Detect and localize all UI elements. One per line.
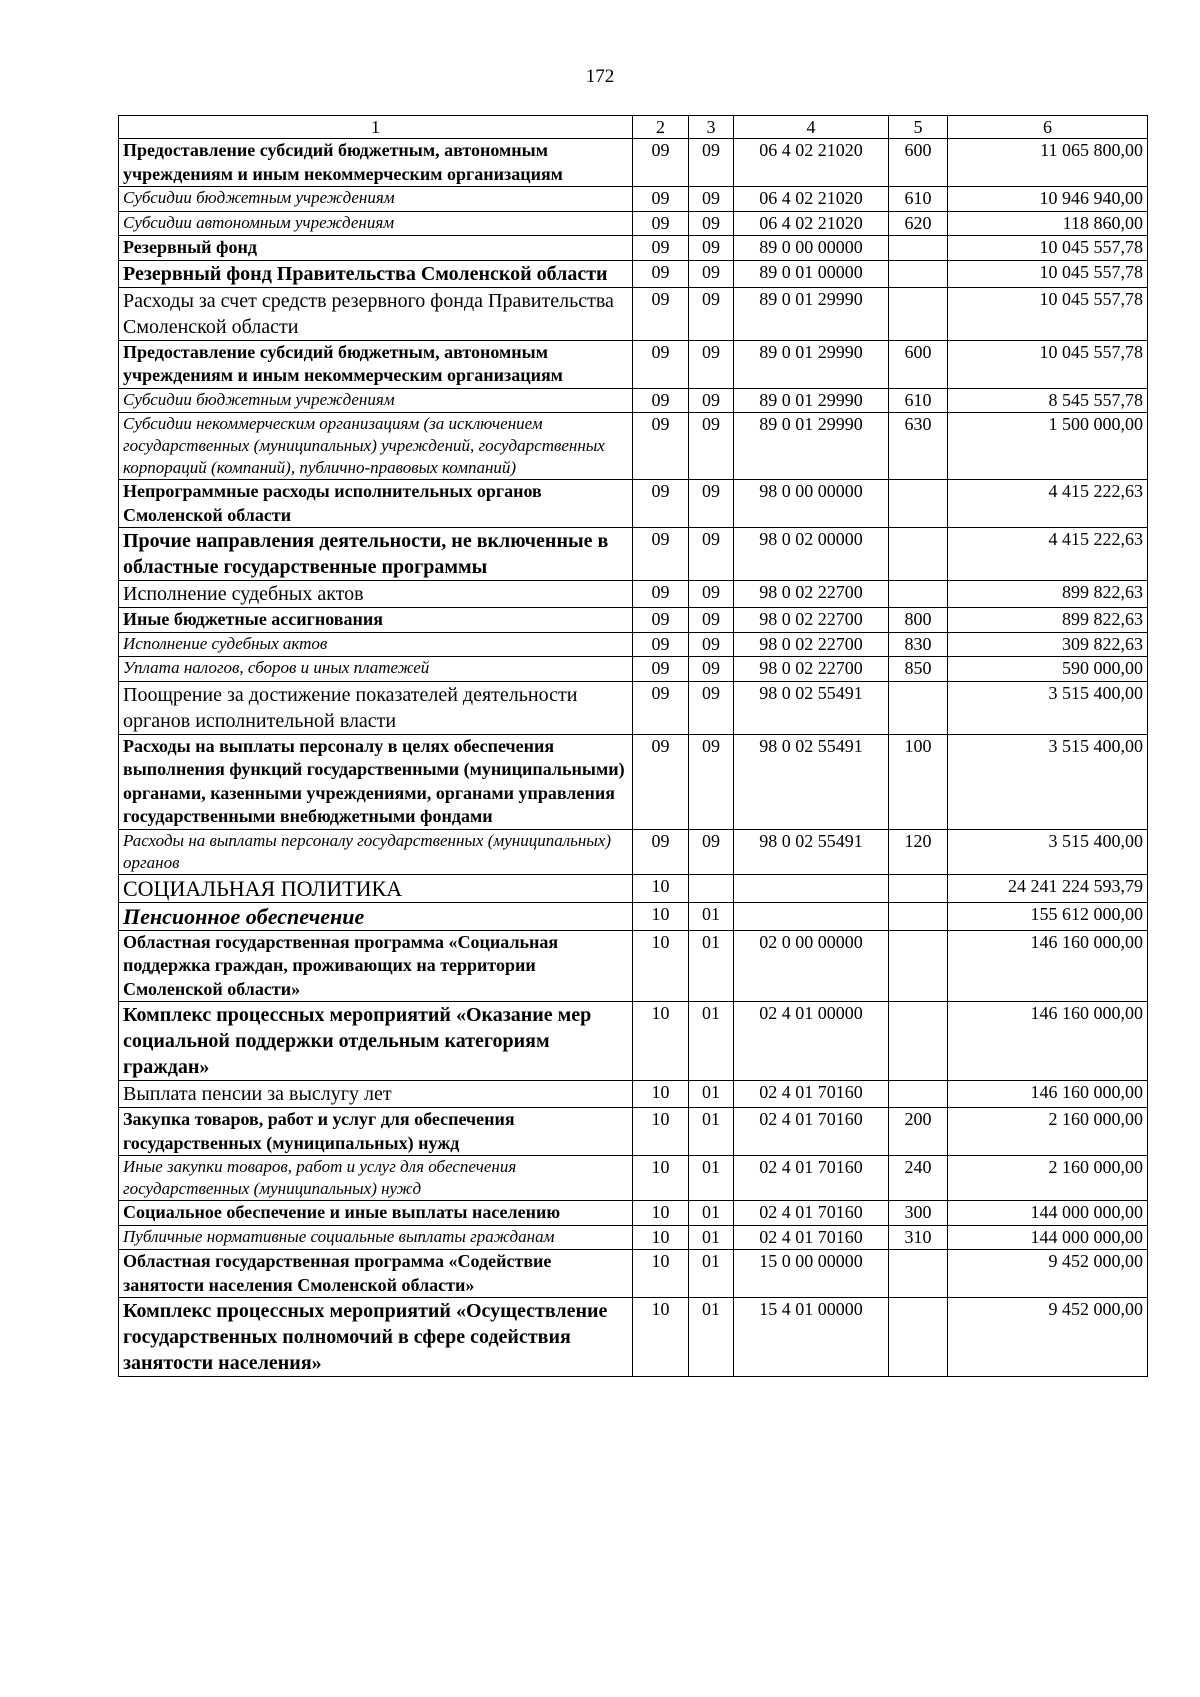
table-row (119, 1156, 1148, 1201)
target-article-code-cell: 02 4 01 70160 (734, 1201, 889, 1226)
expense-type-code-cell: 100 (889, 734, 948, 829)
amount-cell: 10 045 557,78 (948, 340, 1148, 388)
amount-cell: 3 515 400,00 (948, 829, 1148, 874)
subsection-code-cell: 01 (689, 1225, 734, 1250)
subsection-code-cell: 09 (689, 480, 734, 528)
table-row (119, 340, 1148, 388)
target-article-code-cell: 89 0 01 29990 (734, 388, 889, 413)
row-name-cell: Выплата пенсии за выслугу лет (119, 1081, 633, 1108)
amount-cell: 2 160 000,00 (948, 1156, 1148, 1201)
target-article-code-cell: 89 0 01 00000 (734, 260, 889, 287)
amount-cell: 11 065 800,00 (948, 139, 1148, 187)
subsection-code-cell: 09 (689, 287, 734, 340)
expense-type-code-cell (889, 874, 948, 902)
amount-cell: 4 415 222,63 (948, 528, 1148, 581)
expense-type-code-cell: 600 (889, 139, 948, 187)
expense-type-code-cell: 830 (889, 632, 948, 657)
row-name-cell: Прочие направления деятельности, не включенные в областные государственные программы (119, 528, 633, 581)
subsection-code-cell: 09 (689, 211, 734, 236)
amount-cell: 146 160 000,00 (948, 1002, 1148, 1081)
row-name-cell: Субсидии некоммерческим организациям (за исключением государственных (муниципальных) учреждений, государственных корпораций (компаний), публично-правовых компаний) (119, 413, 633, 480)
expense-type-code-cell: 600 (889, 340, 948, 388)
table-row (119, 1002, 1148, 1081)
row-name-cell: Уплата налогов, сборов и иных платежей (119, 657, 633, 682)
section-code-cell: 10 (633, 1081, 689, 1108)
header-col-3: 3 (689, 116, 734, 139)
section-code-cell: 10 (633, 1156, 689, 1201)
expense-type-code-cell (889, 260, 948, 287)
row-name-cell: Расходы на выплаты персоналу государственных (муниципальных) органов (119, 829, 633, 874)
expense-type-code-cell (889, 1002, 948, 1081)
table-row (119, 1250, 1148, 1298)
row-name-cell: Предоставление субсидий бюджетным, автономным учреждениям и иным некоммерческим организациям (119, 139, 633, 187)
subsection-code-cell: 09 (689, 608, 734, 633)
row-name-cell: Иные бюджетные ассигнования (119, 608, 633, 633)
expense-type-code-cell: 850 (889, 657, 948, 682)
section-code-cell: 09 (633, 139, 689, 187)
row-name-cell: Поощрение за достижение показателей деятельности органов исполнительной власти (119, 681, 633, 734)
table-row (119, 874, 1148, 902)
amount-cell: 8 545 557,78 (948, 388, 1148, 413)
amount-cell: 1 500 000,00 (948, 413, 1148, 480)
header-col-6: 6 (948, 116, 1148, 139)
target-article-code-cell: 98 0 02 55491 (734, 829, 889, 874)
table-row (119, 681, 1148, 734)
target-article-code-cell: 02 4 01 70160 (734, 1081, 889, 1108)
row-name-cell: Исполнение судебных актов (119, 632, 633, 657)
expense-type-code-cell (889, 528, 948, 581)
table-row (119, 236, 1148, 261)
budget-table (118, 115, 1148, 1377)
subsection-code-cell: 01 (689, 1108, 734, 1156)
section-code-cell: 09 (633, 681, 689, 734)
target-article-code-cell: 06 4 02 21020 (734, 187, 889, 212)
section-code-cell: 09 (633, 413, 689, 480)
table-row (119, 413, 1148, 480)
table-row (119, 287, 1148, 340)
section-code-cell: 10 (633, 1225, 689, 1250)
section-code-cell: 10 (633, 1108, 689, 1156)
table-row (119, 930, 1148, 1002)
section-code-cell: 09 (633, 211, 689, 236)
section-code-cell: 10 (633, 874, 689, 902)
section-code-cell: 09 (633, 581, 689, 608)
target-article-code-cell: 02 0 00 00000 (734, 930, 889, 1002)
table-row (119, 388, 1148, 413)
header-col-1: 1 (119, 116, 633, 139)
section-code-cell: 09 (633, 480, 689, 528)
table-row (119, 528, 1148, 581)
section-code-cell: 09 (633, 528, 689, 581)
expense-type-code-cell (889, 287, 948, 340)
expense-type-code-cell (889, 480, 948, 528)
target-article-code-cell: 15 0 00 00000 (734, 1250, 889, 1298)
target-article-code-cell (734, 902, 889, 930)
table-row (119, 1081, 1148, 1108)
expense-type-code-cell (889, 1250, 948, 1298)
table-row (119, 632, 1148, 657)
amount-cell: 590 000,00 (948, 657, 1148, 682)
target-article-code-cell: 06 4 02 21020 (734, 211, 889, 236)
subsection-code-cell: 09 (689, 388, 734, 413)
row-name-cell: Иные закупки товаров, работ и услуг для обеспечения государственных (муниципальных) нужд (119, 1156, 633, 1201)
section-code-cell: 09 (633, 632, 689, 657)
amount-cell: 24 241 224 593,79 (948, 874, 1148, 902)
section-code-cell: 09 (633, 608, 689, 633)
amount-cell: 4 415 222,63 (948, 480, 1148, 528)
amount-cell: 3 515 400,00 (948, 734, 1148, 829)
header-col-4: 4 (734, 116, 889, 139)
section-code-cell: 09 (633, 388, 689, 413)
target-article-code-cell: 06 4 02 21020 (734, 139, 889, 187)
row-name-cell: Комплекс процессных мероприятий «Осуществление государственных полномочий в сфере содействия занятости населения» (119, 1298, 633, 1377)
header-col-5: 5 (889, 116, 948, 139)
row-name-cell: Областная государственная программа «Содействие занятости населения Смоленской области» (119, 1250, 633, 1298)
table-row (119, 1298, 1148, 1377)
expense-type-code-cell (889, 902, 948, 930)
amount-cell: 118 860,00 (948, 211, 1148, 236)
amount-cell: 10 946 940,00 (948, 187, 1148, 212)
row-name-cell: Предоставление субсидий бюджетным, автономным учреждениям и иным некоммерческим организациям (119, 340, 633, 388)
amount-cell: 146 160 000,00 (948, 930, 1148, 1002)
row-name-cell: Закупка товаров, работ и услуг для обеспечения государственных (муниципальных) нужд (119, 1108, 633, 1156)
target-article-code-cell: 98 0 02 55491 (734, 734, 889, 829)
target-article-code-cell: 15 4 01 00000 (734, 1298, 889, 1377)
target-article-code-cell: 98 0 02 22700 (734, 657, 889, 682)
subsection-code-cell: 01 (689, 902, 734, 930)
subsection-code-cell: 01 (689, 1298, 734, 1377)
amount-cell: 155 612 000,00 (948, 902, 1148, 930)
target-article-code-cell: 89 0 00 00000 (734, 236, 889, 261)
section-code-cell: 09 (633, 287, 689, 340)
row-name-cell: Исполнение судебных актов (119, 581, 633, 608)
table-row (119, 1225, 1148, 1250)
section-code-cell: 10 (633, 930, 689, 1002)
row-name-cell: СОЦИАЛЬНАЯ ПОЛИТИКА (119, 874, 633, 902)
table-row (119, 608, 1148, 633)
section-code-cell: 10 (633, 902, 689, 930)
section-code-cell: 09 (633, 734, 689, 829)
target-article-code-cell: 98 0 02 22700 (734, 608, 889, 633)
row-name-cell: Социальное обеспечение и иные выплаты населению (119, 1201, 633, 1226)
subsection-code-cell: 01 (689, 1156, 734, 1201)
section-code-cell: 09 (633, 657, 689, 682)
section-code-cell: 09 (633, 260, 689, 287)
expense-type-code-cell (889, 930, 948, 1002)
target-article-code-cell: 89 0 01 29990 (734, 340, 889, 388)
expense-type-code-cell (889, 236, 948, 261)
expense-type-code-cell: 610 (889, 388, 948, 413)
page-number: 172 (585, 66, 615, 87)
expense-type-code-cell (889, 1081, 948, 1108)
table-body (119, 139, 1148, 1377)
target-article-code-cell: 98 0 02 00000 (734, 528, 889, 581)
amount-cell: 146 160 000,00 (948, 1081, 1148, 1108)
amount-cell: 899 822,63 (948, 608, 1148, 633)
table-row (119, 187, 1148, 212)
expense-type-code-cell: 630 (889, 413, 948, 480)
section-code-cell: 09 (633, 236, 689, 261)
table-header-row (119, 116, 1148, 139)
expense-type-code-cell (889, 681, 948, 734)
subsection-code-cell: 09 (689, 340, 734, 388)
amount-cell: 144 000 000,00 (948, 1225, 1148, 1250)
section-code-cell: 10 (633, 1201, 689, 1226)
table-row (119, 480, 1148, 528)
row-name-cell: Субсидии бюджетным учреждениям (119, 388, 633, 413)
amount-cell: 9 452 000,00 (948, 1250, 1148, 1298)
subsection-code-cell: 09 (689, 139, 734, 187)
row-name-cell: Пенсионное обеспечение (119, 902, 633, 930)
target-article-code-cell: 98 0 02 55491 (734, 681, 889, 734)
amount-cell: 144 000 000,00 (948, 1201, 1148, 1226)
table-row (119, 260, 1148, 287)
target-article-code-cell: 98 0 02 22700 (734, 581, 889, 608)
target-article-code-cell (734, 874, 889, 902)
subsection-code-cell (689, 874, 734, 902)
target-article-code-cell: 02 4 01 00000 (734, 1002, 889, 1081)
amount-cell: 10 045 557,78 (948, 260, 1148, 287)
subsection-code-cell: 09 (689, 734, 734, 829)
subsection-code-cell: 01 (689, 1201, 734, 1226)
expense-type-code-cell: 200 (889, 1108, 948, 1156)
subsection-code-cell: 09 (689, 581, 734, 608)
section-code-cell: 10 (633, 1298, 689, 1377)
expense-type-code-cell: 240 (889, 1156, 948, 1201)
subsection-code-cell: 09 (689, 829, 734, 874)
target-article-code-cell: 89 0 01 29990 (734, 413, 889, 480)
row-name-cell: Субсидии автономным учреждениям (119, 211, 633, 236)
table-row (119, 1108, 1148, 1156)
row-name-cell: Областная государственная программа «Социальная поддержка граждан, проживающих на территории Смоленской области» (119, 930, 633, 1002)
row-name-cell: Резервный фонд Правительства Смоленской области (119, 260, 633, 287)
row-name-cell: Публичные нормативные социальные выплаты гражданам (119, 1225, 633, 1250)
target-article-code-cell: 98 0 02 22700 (734, 632, 889, 657)
header-col-2: 2 (633, 116, 689, 139)
expense-type-code-cell (889, 581, 948, 608)
table-row (119, 1201, 1148, 1226)
amount-cell: 10 045 557,78 (948, 287, 1148, 340)
target-article-code-cell: 02 4 01 70160 (734, 1156, 889, 1201)
row-name-cell: Субсидии бюджетным учреждениям (119, 187, 633, 212)
expense-type-code-cell: 620 (889, 211, 948, 236)
expense-type-code-cell: 310 (889, 1225, 948, 1250)
amount-cell: 3 515 400,00 (948, 681, 1148, 734)
row-name-cell: Расходы на выплаты персоналу в целях обеспечения выполнения функций государственными (муниципальными) органами, казенными учреждениями, органами управления государственными внебюджетными фондами (119, 734, 633, 829)
section-code-cell: 09 (633, 340, 689, 388)
expense-type-code-cell (889, 1298, 948, 1377)
section-code-cell: 09 (633, 187, 689, 212)
table-row (119, 581, 1148, 608)
subsection-code-cell: 09 (689, 236, 734, 261)
target-article-code-cell: 89 0 01 29990 (734, 287, 889, 340)
section-code-cell: 10 (633, 1002, 689, 1081)
row-name-cell: Резервный фонд (119, 236, 633, 261)
row-name-cell: Расходы за счет средств резервного фонда Правительства Смоленской области (119, 287, 633, 340)
table-row (119, 829, 1148, 874)
expense-type-code-cell: 800 (889, 608, 948, 633)
table-row (119, 211, 1148, 236)
subsection-code-cell: 01 (689, 1081, 734, 1108)
subsection-code-cell: 09 (689, 632, 734, 657)
row-name-cell: Комплекс процессных мероприятий «Оказание мер социальной поддержки отдельным категориям граждан» (119, 1002, 633, 1081)
table-row (119, 902, 1148, 930)
table-row (119, 139, 1148, 187)
subsection-code-cell: 01 (689, 930, 734, 1002)
subsection-code-cell: 09 (689, 528, 734, 581)
subsection-code-cell: 01 (689, 1250, 734, 1298)
row-name-cell: Непрограммные расходы исполнительных органов Смоленской области (119, 480, 633, 528)
subsection-code-cell: 09 (689, 657, 734, 682)
subsection-code-cell: 09 (689, 413, 734, 480)
subsection-code-cell: 09 (689, 260, 734, 287)
amount-cell: 899 822,63 (948, 581, 1148, 608)
amount-cell: 10 045 557,78 (948, 236, 1148, 261)
expense-type-code-cell: 300 (889, 1201, 948, 1226)
amount-cell: 9 452 000,00 (948, 1298, 1148, 1377)
target-article-code-cell: 98 0 00 00000 (734, 480, 889, 528)
section-code-cell: 09 (633, 829, 689, 874)
subsection-code-cell: 09 (689, 187, 734, 212)
target-article-code-cell: 02 4 01 70160 (734, 1225, 889, 1250)
target-article-code-cell: 02 4 01 70160 (734, 1108, 889, 1156)
table-row (119, 734, 1148, 829)
amount-cell: 2 160 000,00 (948, 1108, 1148, 1156)
expense-type-code-cell: 610 (889, 187, 948, 212)
expense-type-code-cell: 120 (889, 829, 948, 874)
table-row (119, 657, 1148, 682)
section-code-cell: 10 (633, 1250, 689, 1298)
subsection-code-cell: 09 (689, 681, 734, 734)
subsection-code-cell: 01 (689, 1002, 734, 1081)
amount-cell: 309 822,63 (948, 632, 1148, 657)
